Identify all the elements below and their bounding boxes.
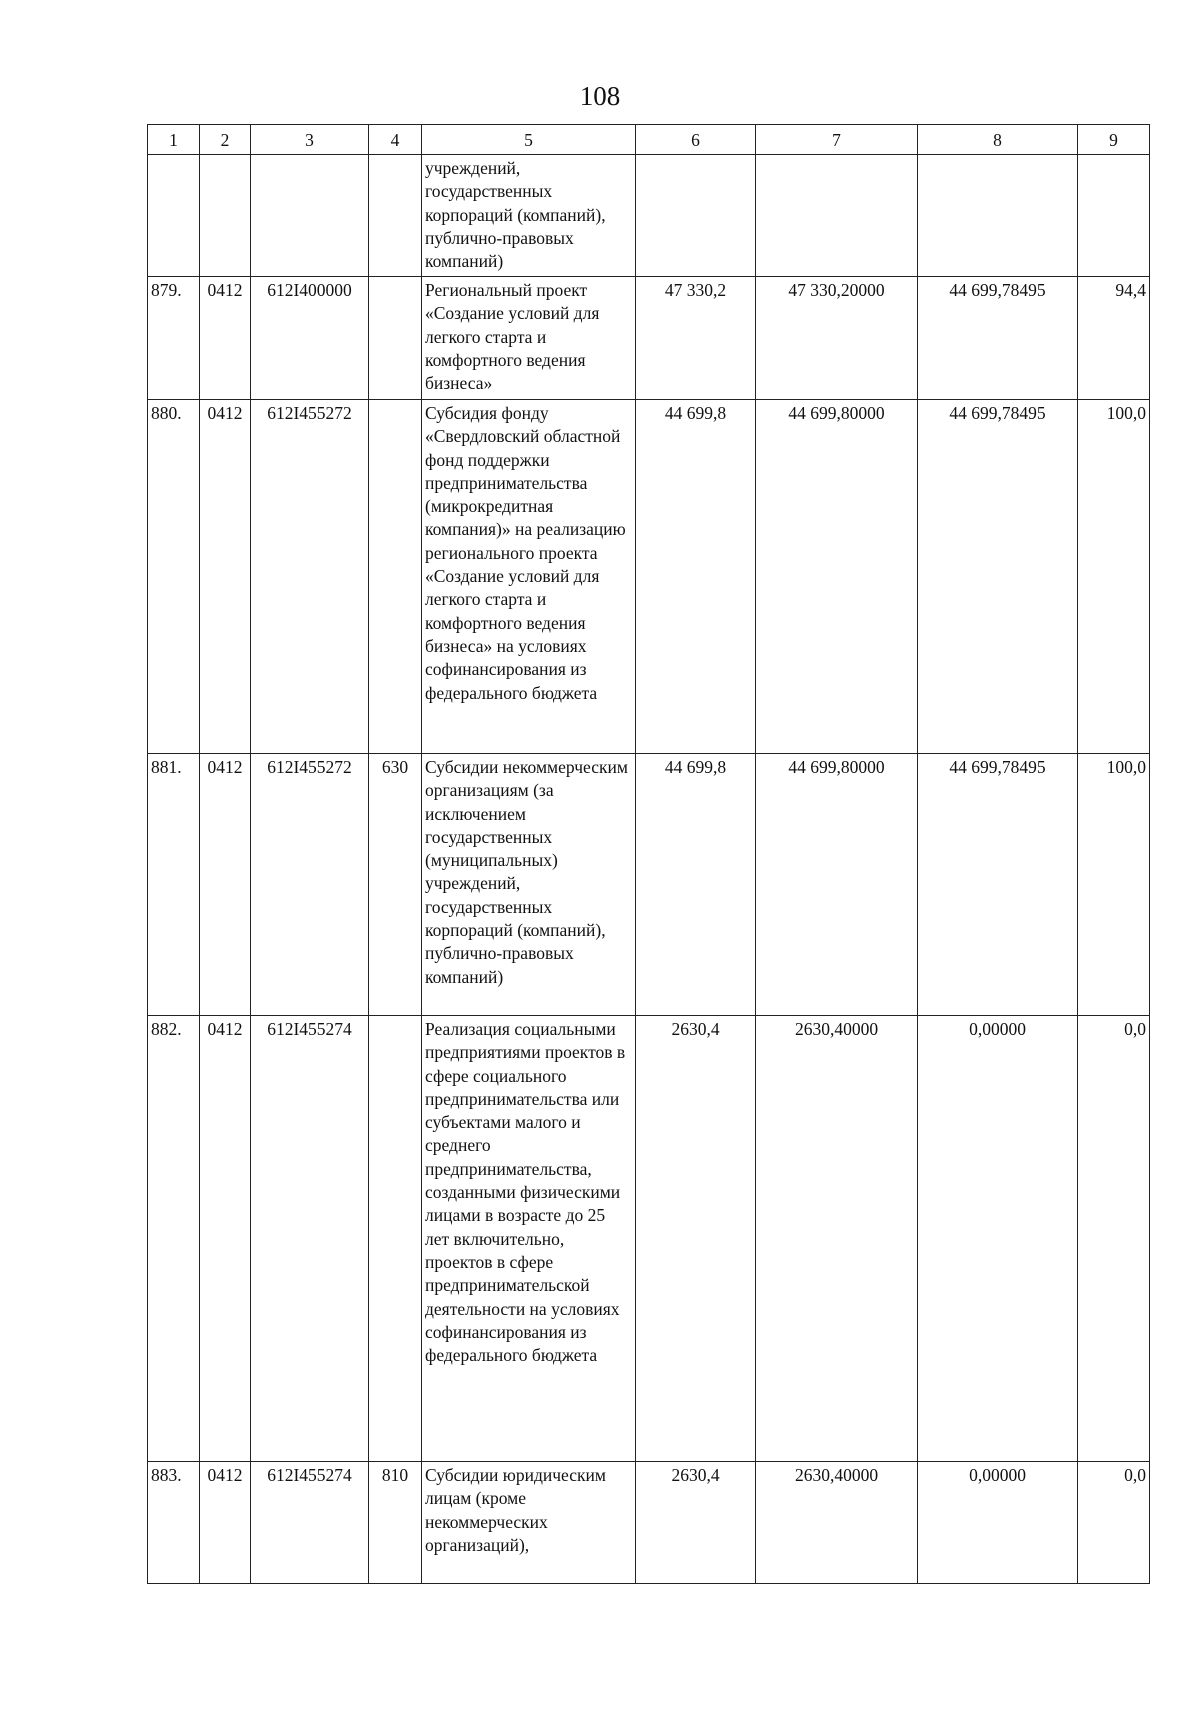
- target-code: [251, 155, 369, 277]
- table-row: [148, 1462, 1150, 1584]
- header-cell-1: 1: [148, 125, 200, 155]
- page-number: 108: [579, 81, 621, 111]
- target-code: 612I400000: [251, 277, 369, 400]
- section-code: 0412: [200, 277, 251, 400]
- item-name: Реализация социальными предприятиями проектов в сфере социального предпринимательства или субъектами малого и среднего предпринимательства, созданными физическими лицами в возрасте до 25 лет включительно, проектов в сфере предпринимательской деятельности на условиях софинансирования из федерального бюджета: [422, 1016, 636, 1462]
- target-code: 612I455274: [251, 1462, 369, 1584]
- value-col-7: 47 330,20000: [756, 277, 918, 400]
- header-cell-4: 4: [369, 125, 422, 155]
- row-number: 880.: [148, 400, 200, 754]
- table-row: [148, 400, 1150, 754]
- table-row: [148, 754, 1150, 1016]
- item-name: Субсидии юридическим лицам (кроме некоммерческих организаций),: [422, 1462, 636, 1584]
- item-name: Субсидия фонду «Свердловский областной фонд поддержки предпринимательства (микрокредитная компания)» на реализацию регионального проекта «Создание условий для легкого старта и комфортного ведения бизнеса» на условиях софинансирования из федерального бюджета: [422, 400, 636, 754]
- value-col-9: 94,4: [1078, 277, 1150, 400]
- item-name: Региональный проект «Создание условий для легкого старта и комфортного ведения бизнеса»: [422, 277, 636, 400]
- value-col-7: 44 699,80000: [756, 754, 918, 1016]
- value-col-8: 44 699,78495: [918, 754, 1078, 1016]
- row-number: 879.: [148, 277, 200, 400]
- target-code: 612I455272: [251, 400, 369, 754]
- item-name: учреждений, государственных корпораций (компаний), публично-правовых компаний): [422, 155, 636, 277]
- budget-table: [147, 124, 1150, 1584]
- value-col-8: [918, 155, 1078, 277]
- section-code: 0412: [200, 1462, 251, 1584]
- header-cell-9: 9: [1078, 125, 1150, 155]
- value-col-9: 0,0: [1078, 1462, 1150, 1584]
- expense-type: [369, 1016, 422, 1462]
- target-code: 612I455274: [251, 1016, 369, 1462]
- value-col-9: 0,0: [1078, 1016, 1150, 1462]
- header-row: [148, 125, 1150, 155]
- row-number: 883.: [148, 1462, 200, 1584]
- value-col-9: 100,0: [1078, 754, 1150, 1016]
- header-cell-5: 5: [422, 125, 636, 155]
- table-row: [148, 155, 1150, 277]
- section-code: 0412: [200, 400, 251, 754]
- value-col-6: 47 330,2: [636, 277, 756, 400]
- table-row: [148, 277, 1150, 400]
- value-col-6: 44 699,8: [636, 400, 756, 754]
- value-col-7: 44 699,80000: [756, 400, 918, 754]
- row-number: 882.: [148, 1016, 200, 1462]
- expense-type: 810: [369, 1462, 422, 1584]
- value-col-7: 2630,40000: [756, 1016, 918, 1462]
- value-col-8: 44 699,78495: [918, 277, 1078, 400]
- value-col-8: 0,00000: [918, 1016, 1078, 1462]
- value-col-8: 44 699,78495: [918, 400, 1078, 754]
- section-code: 0412: [200, 754, 251, 1016]
- value-col-6: 44 699,8: [636, 754, 756, 1016]
- value-col-9: [1078, 155, 1150, 277]
- header-cell-7: 7: [756, 125, 918, 155]
- item-name: Субсидии некоммерческим организациям (за исключением государственных (муниципальных) учреждений, государственных корпораций (компаний), публично-правовых компаний): [422, 754, 636, 1016]
- header-cell-6: 6: [636, 125, 756, 155]
- section-code: [200, 155, 251, 277]
- header-cell-3: 3: [251, 125, 369, 155]
- section-code: 0412: [200, 1016, 251, 1462]
- expense-type: [369, 155, 422, 277]
- expense-type: [369, 400, 422, 754]
- header-cell-8: 8: [918, 125, 1078, 155]
- value-col-7: 2630,40000: [756, 1462, 918, 1584]
- header-cell-2: 2: [200, 125, 251, 155]
- value-col-6: [636, 155, 756, 277]
- expense-type: [369, 277, 422, 400]
- table-row: [148, 1016, 1150, 1462]
- expense-type: 630: [369, 754, 422, 1016]
- value-col-6: 2630,4: [636, 1462, 756, 1584]
- value-col-8: 0,00000: [918, 1462, 1078, 1584]
- row-number: 881.: [148, 754, 200, 1016]
- value-col-7: [756, 155, 918, 277]
- value-col-6: 2630,4: [636, 1016, 756, 1462]
- value-col-9: 100,0: [1078, 400, 1150, 754]
- target-code: 612I455272: [251, 754, 369, 1016]
- row-number: [148, 155, 200, 277]
